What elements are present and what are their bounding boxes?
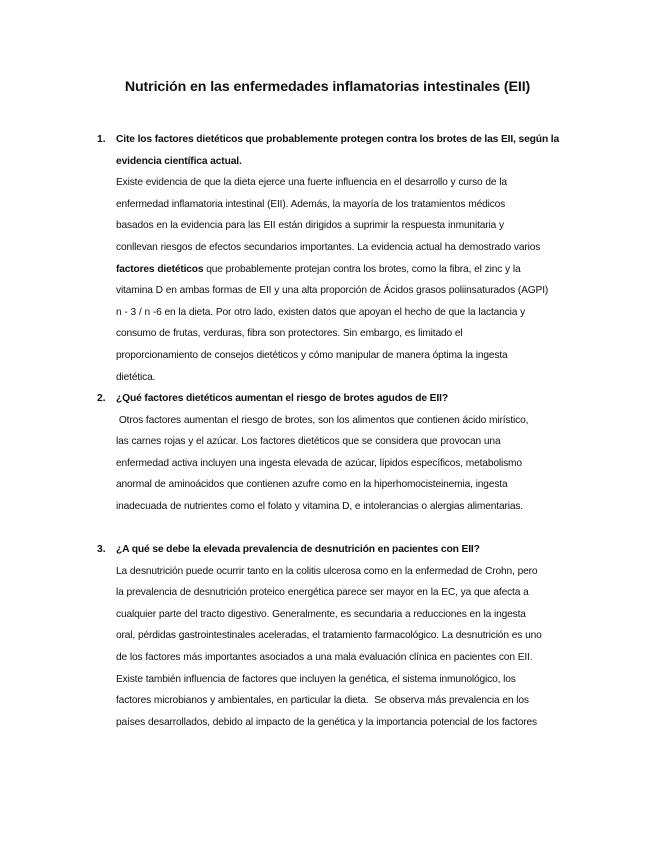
question-answer bbox=[116, 172, 589, 388]
answer-line: enfermedad activa incluyen una ingesta elevada de azúcar, lípidos específicos, metabolismo bbox=[116, 457, 522, 469]
answer-line: La desnutrición puede ocurrir tanto en la colitis ulcerosa como en la enfermedad de Crohn, pero bbox=[116, 565, 538, 577]
heading-line: Cite los factores dietéticos que probablemente protegen contra los brotes de las EII, según la bbox=[116, 134, 560, 145]
question-number: 3. bbox=[97, 544, 106, 555]
question-heading bbox=[116, 388, 589, 410]
heading-line: ¿Qué factores dietéticos aumentan el riesgo de brotes agudos de EII? bbox=[116, 393, 448, 404]
answer-line: las carnes rojas y el azúcar. Los factores dietéticos que se considera que provocan una bbox=[116, 436, 501, 448]
answer-line: países desarrollados, debido al impacto de la genética y la importancia potencial de los factores bbox=[116, 716, 537, 728]
answer-line: consumo de frutas, verduras, fibra son protectores. Sin embargo, es limitado el bbox=[116, 328, 463, 340]
heading-line: ¿A qué se debe la elevada prevalencia de desnutrición en pacientes con EII? bbox=[116, 544, 480, 555]
answer-line: cualquier parte del tracto digestivo. Generalmente, es secundaria a reducciones en la ingesta bbox=[116, 608, 526, 620]
document-title: Nutrición en las enfermedades inflamatorias intestinales (EII) bbox=[124, 79, 531, 95]
answer-line: oral, pérdidas gastrointestinales aceleradas, el tratamiento farmacológico. La desnutrición es uno bbox=[116, 630, 542, 642]
answer-line: de los factores más importantes asociados a una mala evaluación clínica en pacientes con EII. bbox=[116, 651, 533, 663]
answer-line: conllevan riesgos de efectos secundarios importantes. La evidencia actual ha demostrado varios bbox=[116, 241, 541, 253]
answer-line: basados en la evidencia para las EII están dirigidos a suprimir la respuesta inmunitaria y bbox=[116, 220, 504, 232]
question-heading bbox=[116, 129, 589, 172]
answer-line: Otros factores aumentan el riesgo de brotes, son los alimentos que contienen ácido mirístico, bbox=[116, 414, 529, 426]
answer-line: vitamina D en ambas formas de EII y una alta proporción de Ácidos grasos poliinsaturados (AGPI) bbox=[116, 285, 549, 297]
heading-line: evidencia científica actual. bbox=[116, 155, 242, 167]
question-number: 1. bbox=[97, 134, 106, 145]
answer-line: Existe también influencia de factores que incluyen la genética, el sistema inmunológico, los bbox=[116, 673, 516, 685]
answer-line-rest: que probablemente protejan contra los brotes, como la fibra, el zinc y la bbox=[203, 263, 521, 275]
answer-line: anormal de aminoácidos que contienen azufre como en la hiperhomocisteinemia, ingesta bbox=[116, 479, 508, 491]
bold-phrase: factores dietéticos bbox=[116, 263, 204, 275]
question-1 bbox=[97, 129, 589, 388]
answer-line: Existe evidencia de que la dieta ejerce una fuerte influencia en el desarrollo y curso de la bbox=[116, 177, 507, 189]
answer-line: dietética. bbox=[116, 371, 156, 383]
question-number: 2. bbox=[97, 393, 106, 404]
question-answer bbox=[116, 561, 589, 734]
question-2 bbox=[97, 388, 589, 518]
answer-line: n - 3 / n -6 en la dieta. Por otro lado, existen datos que apoyan el hecho de que la lactancia y bbox=[116, 306, 526, 318]
answer-line bbox=[116, 259, 589, 281]
answer-line: inadecuada de nutrientes como el folato y vitamina D, e intolerancias o alergias alimentarias. bbox=[116, 500, 523, 512]
answer-line: factores microbianos y ambientales, en particular la dieta. Se observa más prevalencia en los bbox=[116, 695, 529, 707]
question-answer bbox=[116, 410, 589, 518]
answer-line: proporcionamiento de consejos dietéticos y cómo manipular de manera óptima la ingesta bbox=[116, 349, 508, 361]
question-heading bbox=[116, 539, 589, 561]
answer-line: la prevalencia de desnutrición proteico energética parece ser mayor en la EC, ya que afecta a bbox=[116, 587, 529, 599]
question-3 bbox=[97, 539, 589, 733]
answer-line: enfermedad inflamatoria intestinal (EII). Además, la mayoría de los tratamientos médicos bbox=[116, 198, 506, 210]
